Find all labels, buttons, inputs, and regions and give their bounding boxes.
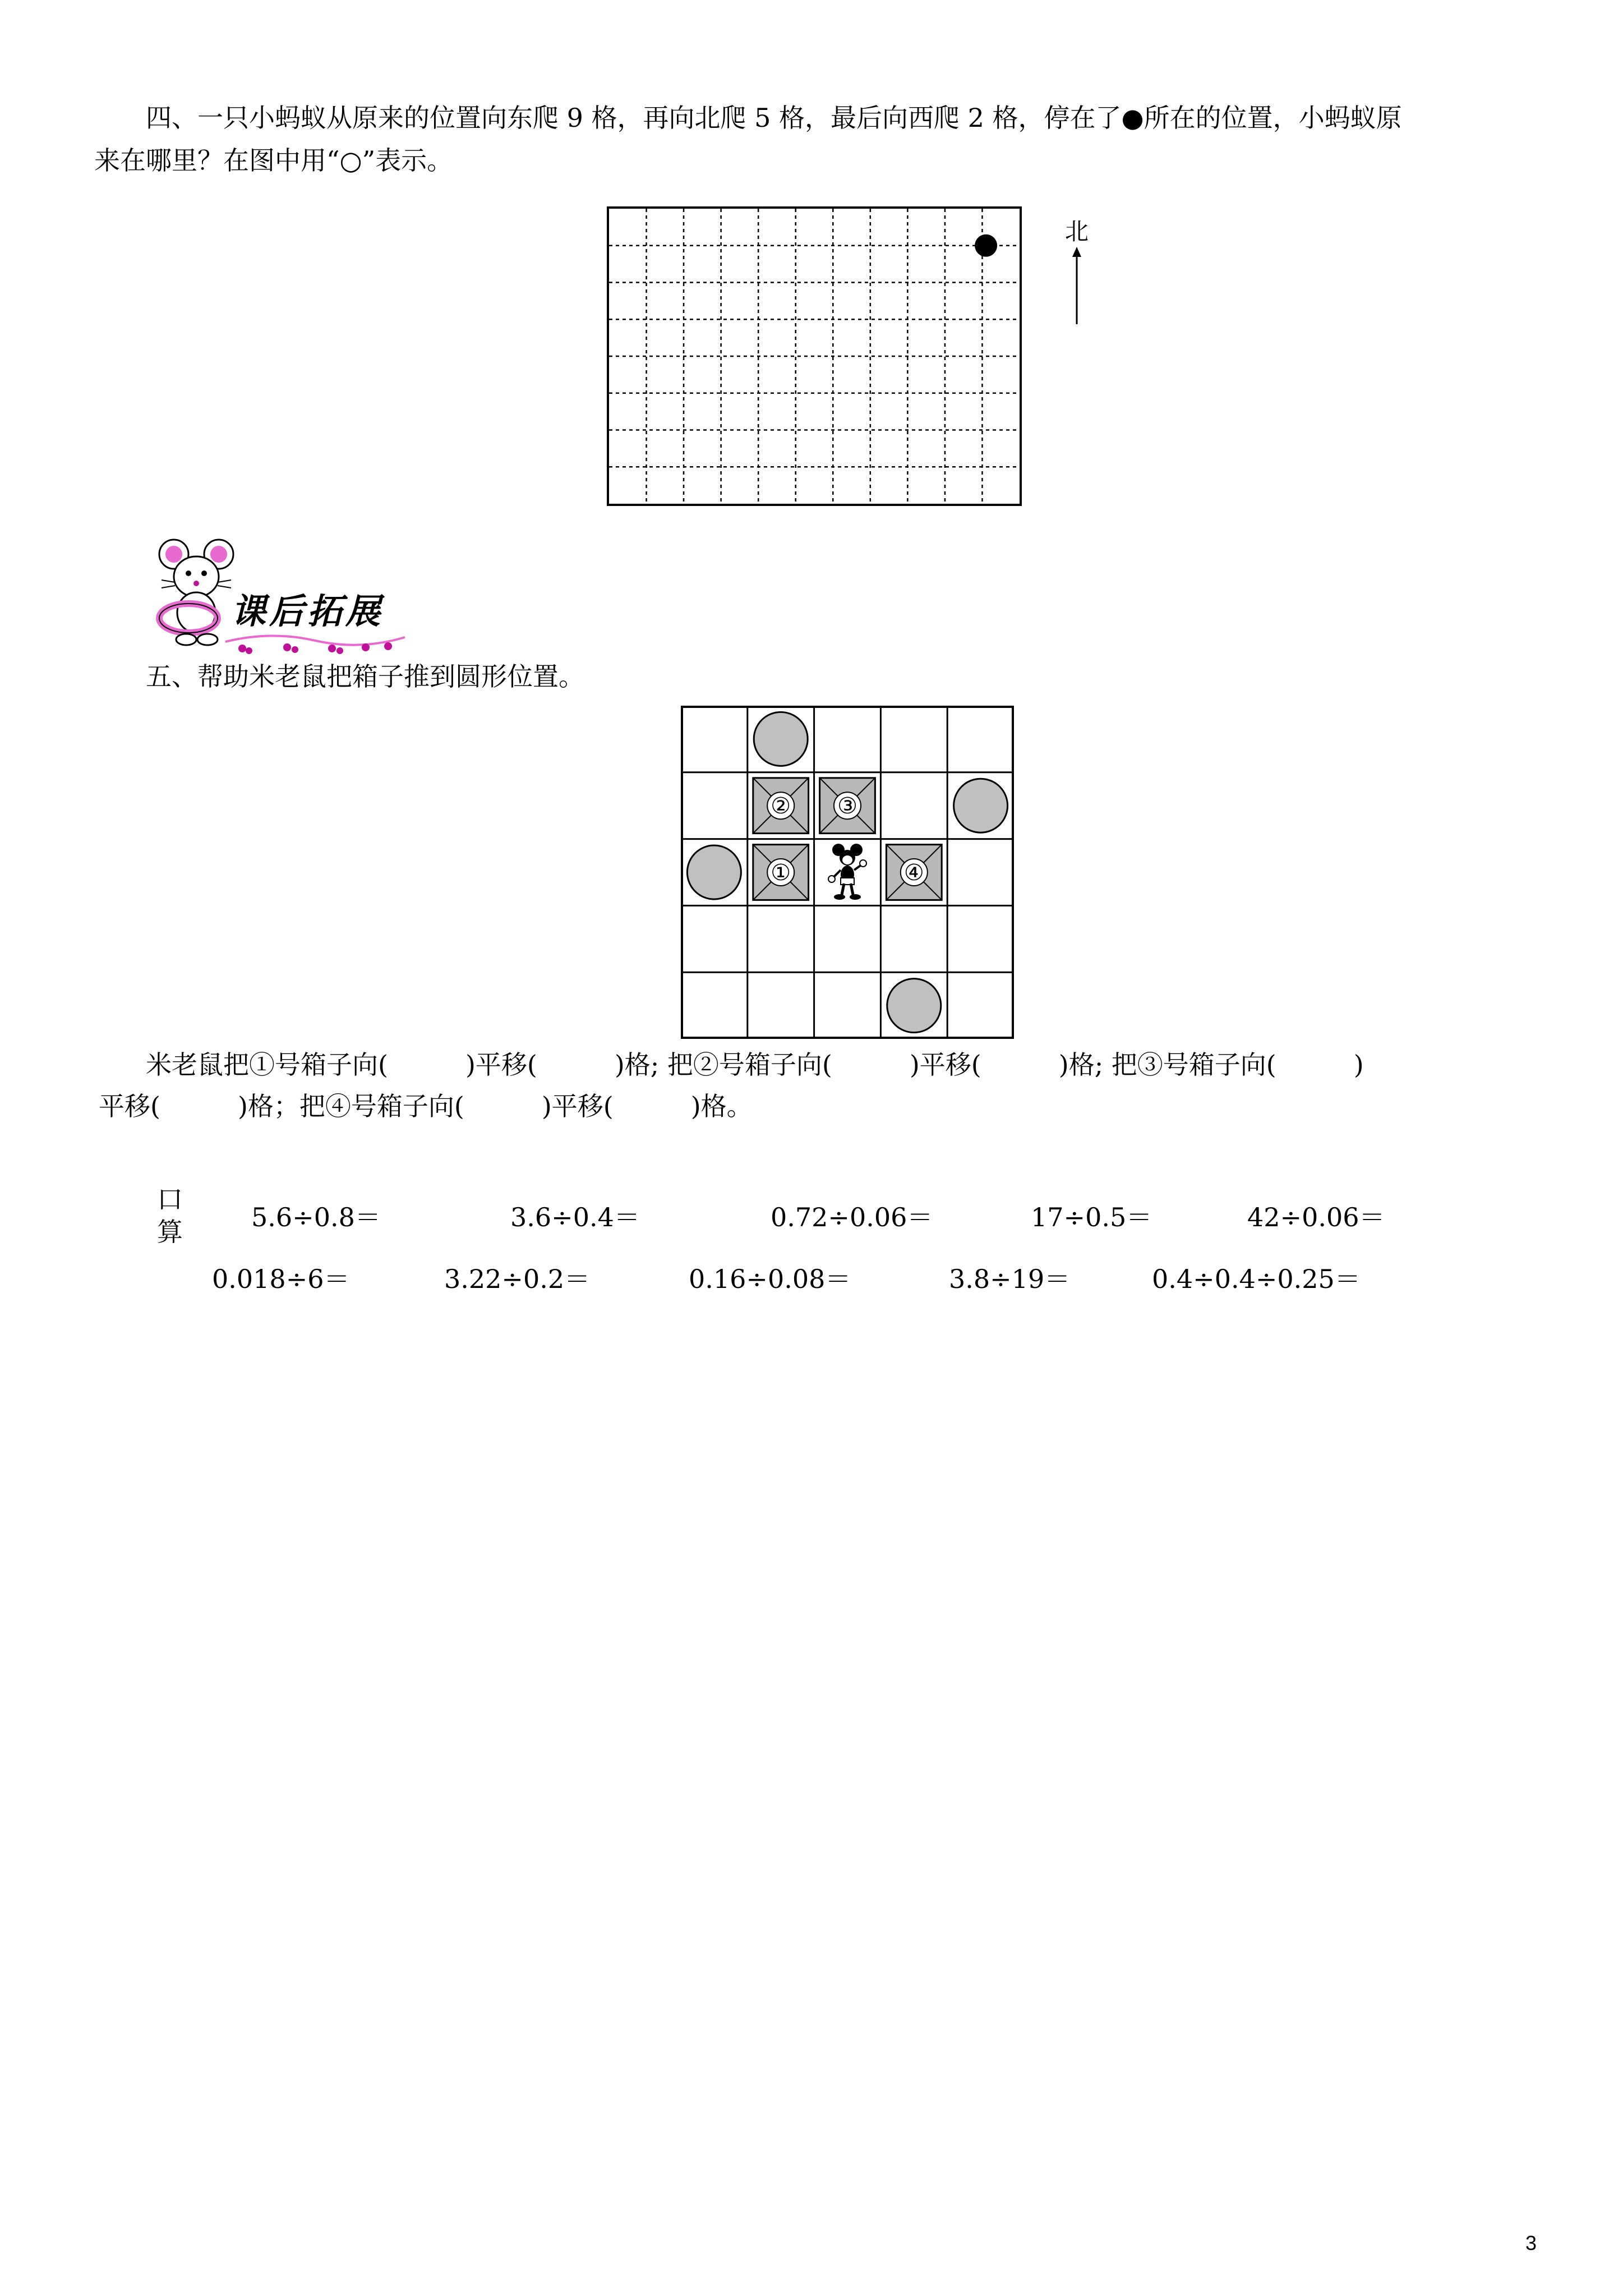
arrow-up-icon <box>1067 247 1087 325</box>
oral-item: 3.22÷0.2＝ <box>444 1264 591 1294</box>
oral-item: 3.8÷19＝ <box>949 1264 1071 1294</box>
oral-item: 0.4÷0.4÷0.25＝ <box>1152 1264 1361 1294</box>
oral-item: 42÷0.06＝ <box>1247 1202 1385 1232</box>
north-arrow <box>1060 213 1094 325</box>
q4-text-line1: 四、一只小蚂蚁从原来的位置向东爬 9 格，再向北爬 5 格，最后向西爬 2 格，停在了●所在的位置，小蚂蚁原 <box>94 103 1402 133</box>
q5-answer-line1: 米老鼠把①号箱子向( )平移( )格; 把②号箱子向( )平移( )格; 把③号箱子向( ) <box>94 1050 1364 1080</box>
q5-answer-line2: 平移( )格；把④号箱子向( )平移( )格。 <box>99 1091 753 1121</box>
q4-text-line2: 来在哪里？在图中用“○”表示。 <box>94 145 453 176</box>
oral-label-top: 口 <box>157 1184 183 1214</box>
oral-item: 17÷0.5＝ <box>1031 1202 1152 1232</box>
box-label: ② <box>771 793 791 820</box>
box <box>753 778 809 834</box>
box-label: ① <box>771 860 791 886</box>
section-header <box>153 534 416 659</box>
oral-item: 5.6÷0.8＝ <box>251 1202 381 1232</box>
flower-vine-decoration <box>220 625 411 659</box>
ant-grid <box>607 206 1022 506</box>
push-box-board <box>681 706 1014 1039</box>
section-title: 课后拓展 <box>231 591 384 632</box>
target-circle <box>954 779 1008 832</box>
box-label: ③ <box>837 793 857 820</box>
oral-item: 0.16÷0.08＝ <box>689 1264 851 1294</box>
target-circle <box>754 712 808 766</box>
target-circle <box>687 845 741 899</box>
target-circle <box>887 979 941 1033</box>
oral-label-bottom: 算 <box>157 1217 183 1247</box>
oral-item: 3.6÷0.4＝ <box>510 1202 640 1232</box>
q5-title: 五、帮助米老鼠把箱子推到圆形位置。 <box>94 661 584 692</box>
box-label: ④ <box>903 860 924 886</box>
box <box>820 778 875 834</box>
north-label: 北 <box>1064 218 1089 245</box>
page-number: 3 <box>1525 2231 1537 2254</box>
box <box>886 845 942 900</box>
oral-item: 0.018÷6＝ <box>212 1264 350 1294</box>
box <box>753 845 809 900</box>
oral-item: 0.72÷0.06＝ <box>771 1202 933 1232</box>
ant-position-dot <box>975 234 997 257</box>
